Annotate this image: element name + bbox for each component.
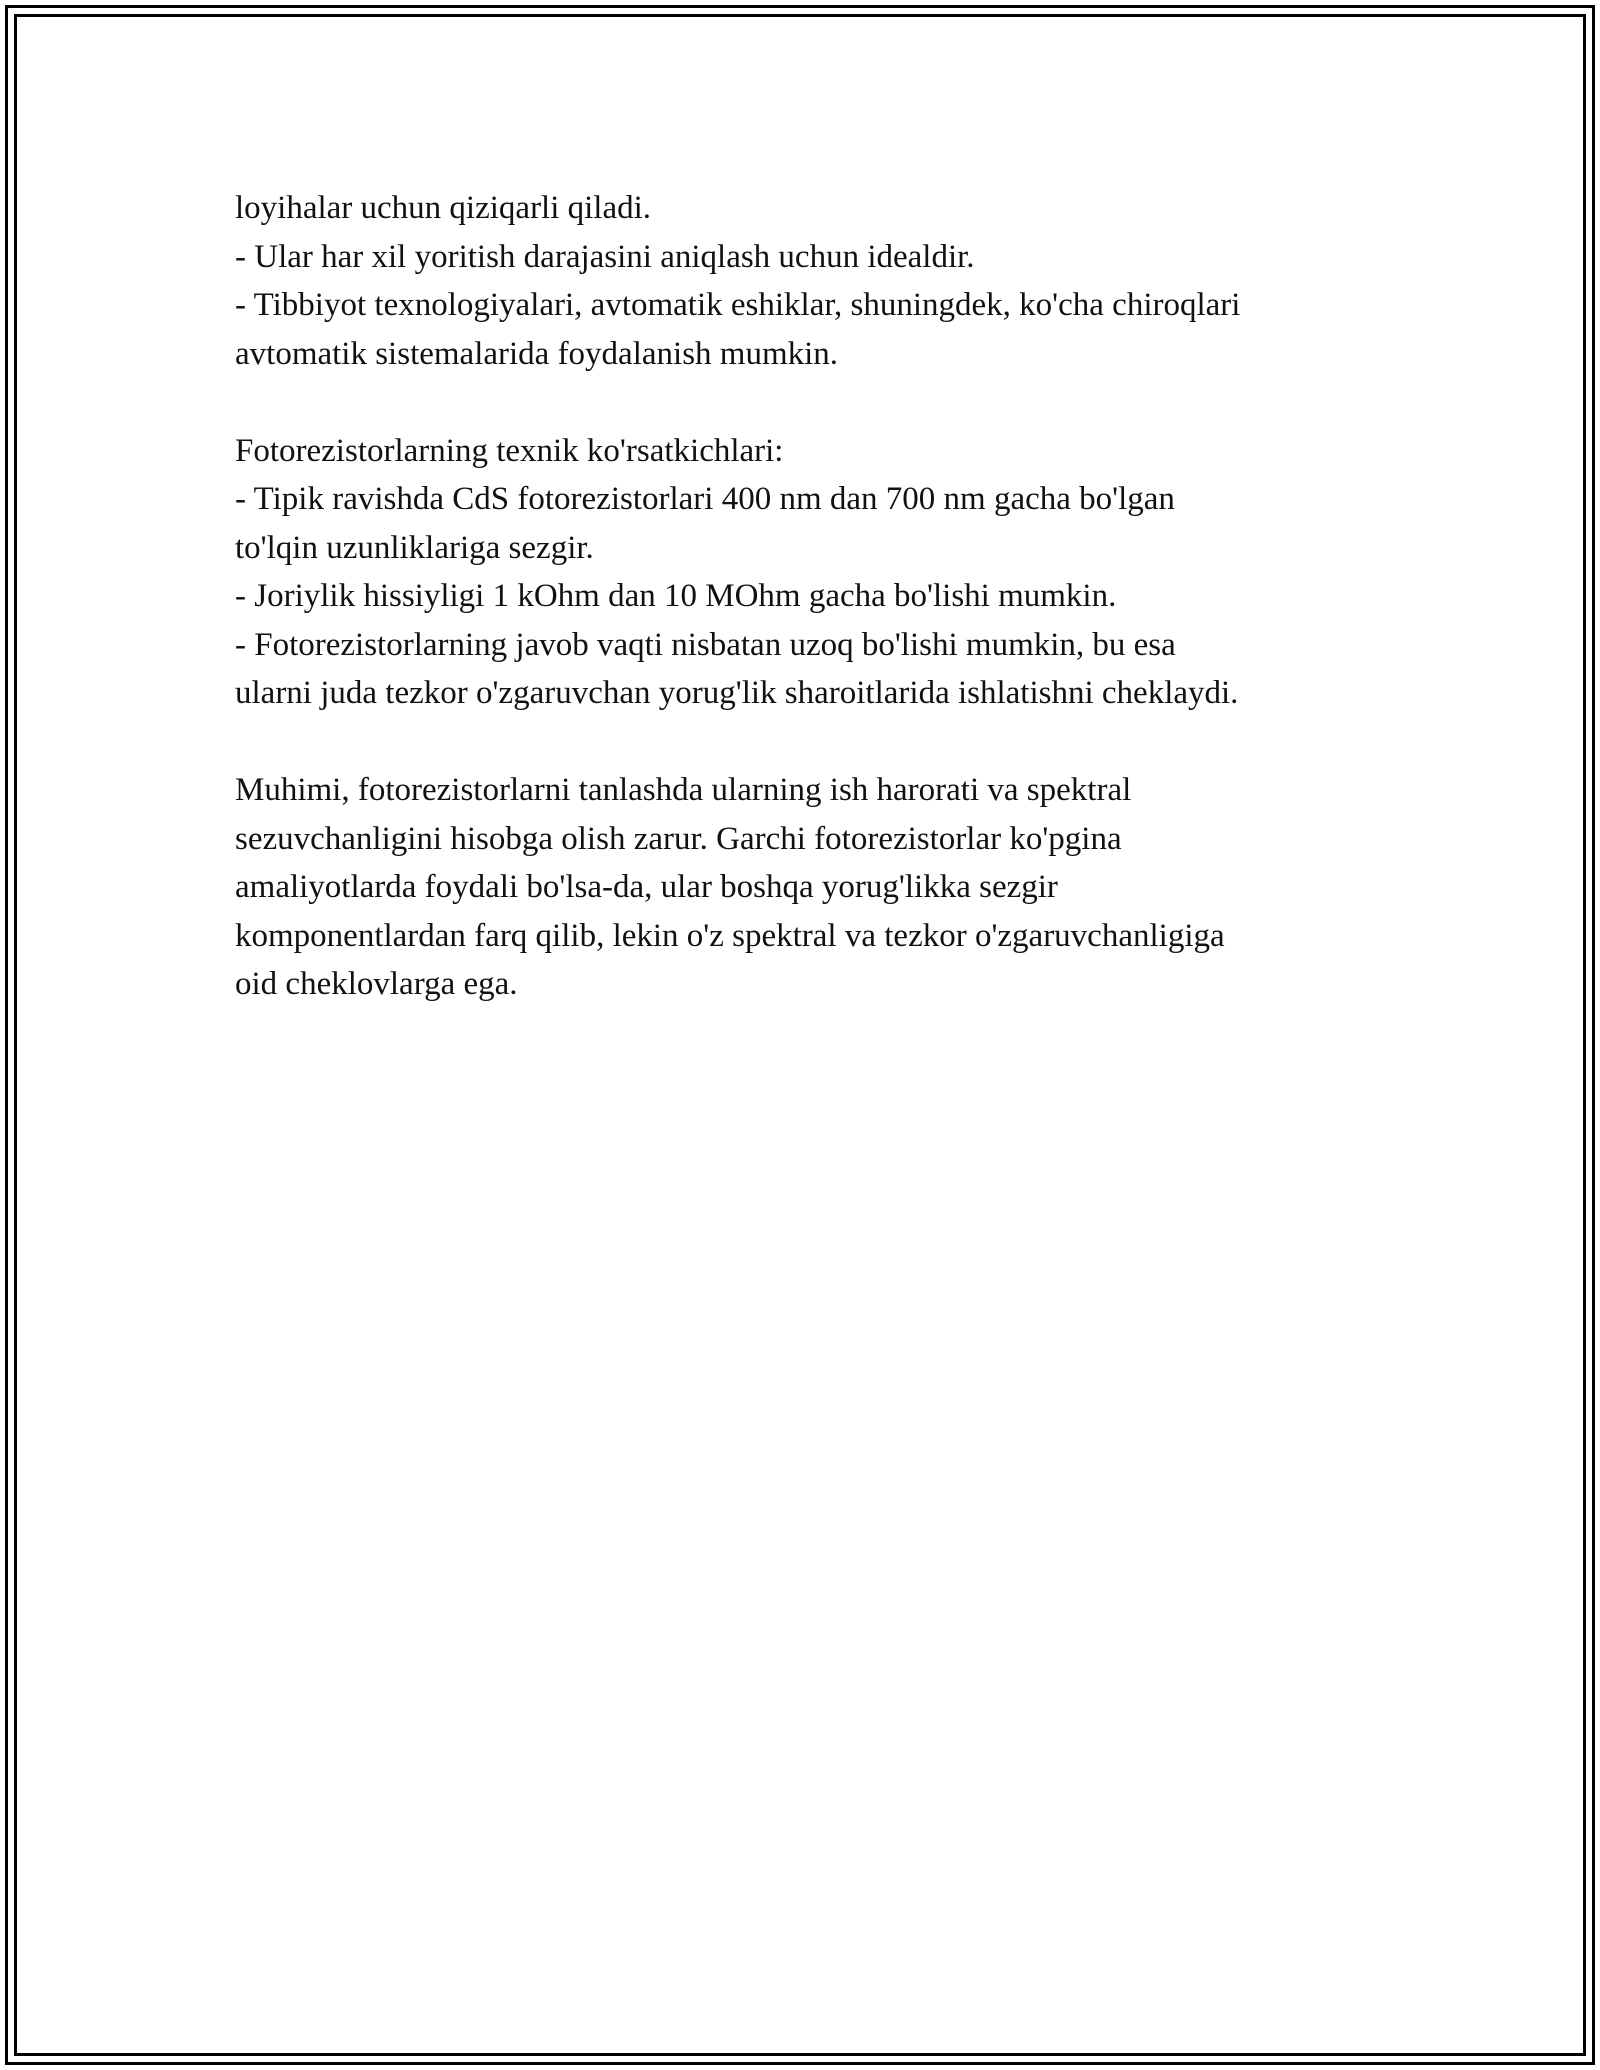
text-line: avtomatik sistemalarida foydalanish mumkin. <box>235 335 839 372</box>
paragraph-1 <box>235 184 1395 378</box>
text-line: to'lqin uzunliklariga sezgir. <box>235 529 594 566</box>
document-body <box>235 184 1395 1009</box>
section-heading: Fotorezistorlarning texnik ko'rsatkichlari: <box>235 432 784 469</box>
bullet-line: - Fotorezistorlarning javob vaqti nisbatan uzoq bo'lishi mumkin, bu esa <box>235 626 1176 663</box>
paragraph-gap <box>235 378 1395 427</box>
bullet-line: - Tibbiyot texnologiyalari, avtomatik eshiklar, shuningdek, ko'cha chiroqlari <box>235 287 1241 323</box>
text-line: komponentlardan farq qilib, lekin o'z spektral va tezkor o'zgaruvchanligiga <box>235 917 1225 954</box>
paragraph-gap <box>235 718 1395 767</box>
bullet-line: - Tipik ravishda CdS fotorezistorlari 400 nm dan 700 nm gacha bo'lgan <box>235 481 1175 517</box>
text-line: sezuvchanligini hisobga olish zarur. Garchi fotorezistorlar ko'pgina <box>235 820 1122 857</box>
text-line: loyihalar uchun qiziqarli qiladi. <box>235 190 652 226</box>
text-line: amaliyotlarda foydali bo'lsa-da, ular boshqa yorug'likka sezgir <box>235 869 1058 905</box>
paragraph-2 <box>235 427 1395 718</box>
text-line: Muhimi, fotorezistorlarni tanlashda ularning ish harorati va spektral <box>235 772 1132 808</box>
bullet-line: - Joriylik hissiyligi 1 kOhm dan 10 MOhm gacha bo'lishi mumkin. <box>235 578 1117 614</box>
text-line: oid cheklovlarga ega. <box>235 966 518 1002</box>
bullet-line: - Ular har xil yoritish darajasini aniqlash uchun idealdir. <box>235 238 975 275</box>
text-line: ularni juda tezkor o'zgaruvchan yorug'lik sharoitlarida ishlatishni cheklaydi. <box>235 675 1239 711</box>
paragraph-3 <box>235 766 1395 1009</box>
